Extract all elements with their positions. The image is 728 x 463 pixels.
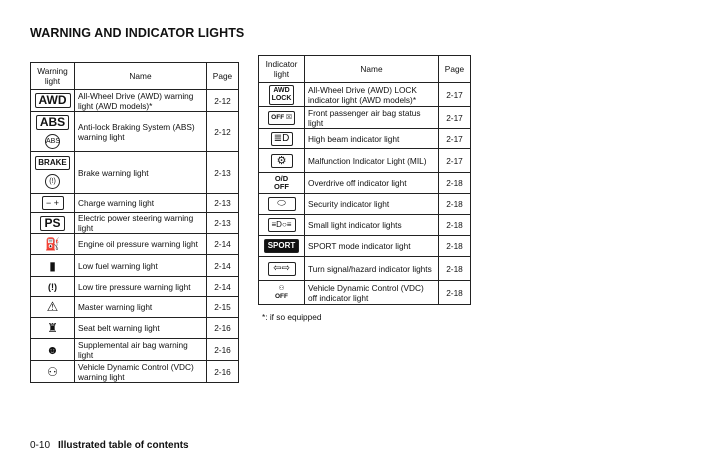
small-light-icon: ≡D○≡ [268, 218, 296, 232]
row-name: All-Wheel Drive (AWD) LOCK indicator light (AWD models)* [305, 83, 439, 107]
table-row [259, 257, 471, 281]
table-row [31, 339, 239, 361]
table-header-row [31, 63, 239, 90]
row-name: Small light indicator lights [305, 215, 439, 236]
table-row [259, 107, 471, 129]
footer-section-label: Illustrated table of contents [58, 440, 189, 451]
row-page: 2-14 [207, 255, 239, 277]
row-page: 2-13 [207, 194, 239, 213]
table-row [259, 173, 471, 194]
row-page: 2-18 [439, 215, 471, 236]
vdc-warning-icon: ⚇ [43, 366, 63, 378]
row-page: 2-17 [439, 107, 471, 129]
header-indicator-light: Indicator light [259, 56, 305, 83]
row-page: 2-16 [207, 339, 239, 361]
table-row [31, 152, 239, 194]
oil-can-icon: ⛽ [43, 238, 63, 250]
row-page: 2-17 [439, 149, 471, 173]
row-name: High beam indicator light [305, 129, 439, 149]
row-name: SPORT mode indicator light [305, 236, 439, 257]
row-name: Electric power steering warning light [75, 213, 207, 234]
row-page: 2-13 [207, 213, 239, 234]
turn-signal-icon: ⇦⇨ [268, 262, 296, 276]
row-name: Low tire pressure warning light [75, 277, 207, 297]
row-name: Overdrive off indicator light [305, 173, 439, 194]
table-row [259, 129, 471, 149]
power-steering-icon: PS [40, 216, 64, 231]
row-name: Seat belt warning light [75, 318, 207, 339]
row-name: Malfunction Indicator Light (MIL) [305, 149, 439, 173]
row-page: 2-18 [439, 281, 471, 305]
row-page: 2-12 [207, 112, 239, 152]
row-name: All-Wheel Drive (AWD) warning light (AWD models)* [75, 90, 207, 112]
row-name: Engine oil pressure warning light [75, 234, 207, 255]
page-footer [30, 440, 189, 451]
header-name: Name [305, 56, 439, 83]
awd-warning-icon: AWD [35, 93, 71, 108]
high-beam-icon: ≣D [271, 132, 293, 146]
header-warning-light: Warning light [31, 63, 75, 90]
overdrive-off-icon: O/D OFF [274, 174, 289, 191]
row-page: 2-13 [207, 152, 239, 194]
sport-mode-icon: SPORT [264, 239, 300, 253]
table-row [31, 213, 239, 234]
row-page: 2-18 [439, 173, 471, 194]
seat-belt-icon: ♜ [43, 322, 63, 334]
table-row [31, 194, 239, 213]
table-row [259, 281, 471, 305]
row-page: 2-17 [439, 129, 471, 149]
table-row [259, 215, 471, 236]
row-name: Front passenger air bag status light [305, 107, 439, 129]
tire-pressure-icon: (!) [43, 281, 63, 293]
row-name: Vehicle Dynamic Control (VDC) warning light [75, 361, 207, 383]
abs-text-icon: ABS [36, 115, 69, 130]
row-name: Security indicator light [305, 194, 439, 215]
abs-circle-icon: ABS [45, 134, 60, 149]
engine-icon: ⚙ [271, 154, 293, 168]
awd-lock-icon: AWD LOCK [269, 85, 295, 105]
row-page: 2-12 [207, 90, 239, 112]
row-page: 2-15 [207, 297, 239, 318]
footnote: *: if so equipped [262, 312, 322, 322]
row-name: Supplemental air bag warning light [75, 339, 207, 361]
page-title: WARNING AND INDICATOR LIGHTS [30, 26, 245, 40]
row-name: Charge warning light [75, 194, 207, 213]
footer-page-number: 0-10 [30, 440, 51, 451]
passenger-airbag-off-icon: OFF ☒ [268, 111, 295, 125]
table-row [31, 255, 239, 277]
brake-circle-icon: (!) [45, 174, 60, 189]
airbag-icon: ☻ [43, 344, 63, 356]
row-page: 2-17 [439, 83, 471, 107]
table-row [259, 236, 471, 257]
row-page: 2-14 [207, 234, 239, 255]
header-name: Name [75, 63, 207, 90]
table-row [259, 149, 471, 173]
header-page: Page [439, 56, 471, 83]
row-name: Turn signal/hazard indicator lights [305, 257, 439, 281]
row-page: 2-18 [439, 194, 471, 215]
table-row [259, 83, 471, 107]
warning-lights-table [30, 62, 239, 383]
indicator-lights-table [258, 55, 471, 305]
row-name: Brake warning light [75, 152, 207, 194]
master-warning-icon: ⚠ [43, 301, 63, 313]
table-header-row [259, 56, 471, 83]
row-page: 2-16 [207, 361, 239, 383]
table-row [31, 112, 239, 152]
row-name: Vehicle Dynamic Control (VDC) off indicator light [305, 281, 439, 305]
vdc-off-icon: ⚇ OFF [275, 284, 288, 300]
brake-text-icon: BRAKE [35, 156, 69, 170]
table-row [31, 361, 239, 383]
row-name: Master warning light [75, 297, 207, 318]
row-name: Anti-lock Braking System (ABS) warning light [75, 112, 207, 152]
fuel-pump-icon: ▮ [43, 260, 63, 272]
row-page: 2-16 [207, 318, 239, 339]
security-car-icon: ⬭ [268, 197, 296, 211]
row-page: 2-14 [207, 277, 239, 297]
row-page: 2-18 [439, 257, 471, 281]
row-page: 2-18 [439, 236, 471, 257]
table-row [31, 277, 239, 297]
table-row [31, 297, 239, 318]
table-row [31, 318, 239, 339]
row-name: Low fuel warning light [75, 255, 207, 277]
table-row [259, 194, 471, 215]
battery-icon: − + [42, 196, 64, 210]
table-row [31, 234, 239, 255]
table-row [31, 90, 239, 112]
header-page: Page [207, 63, 239, 90]
